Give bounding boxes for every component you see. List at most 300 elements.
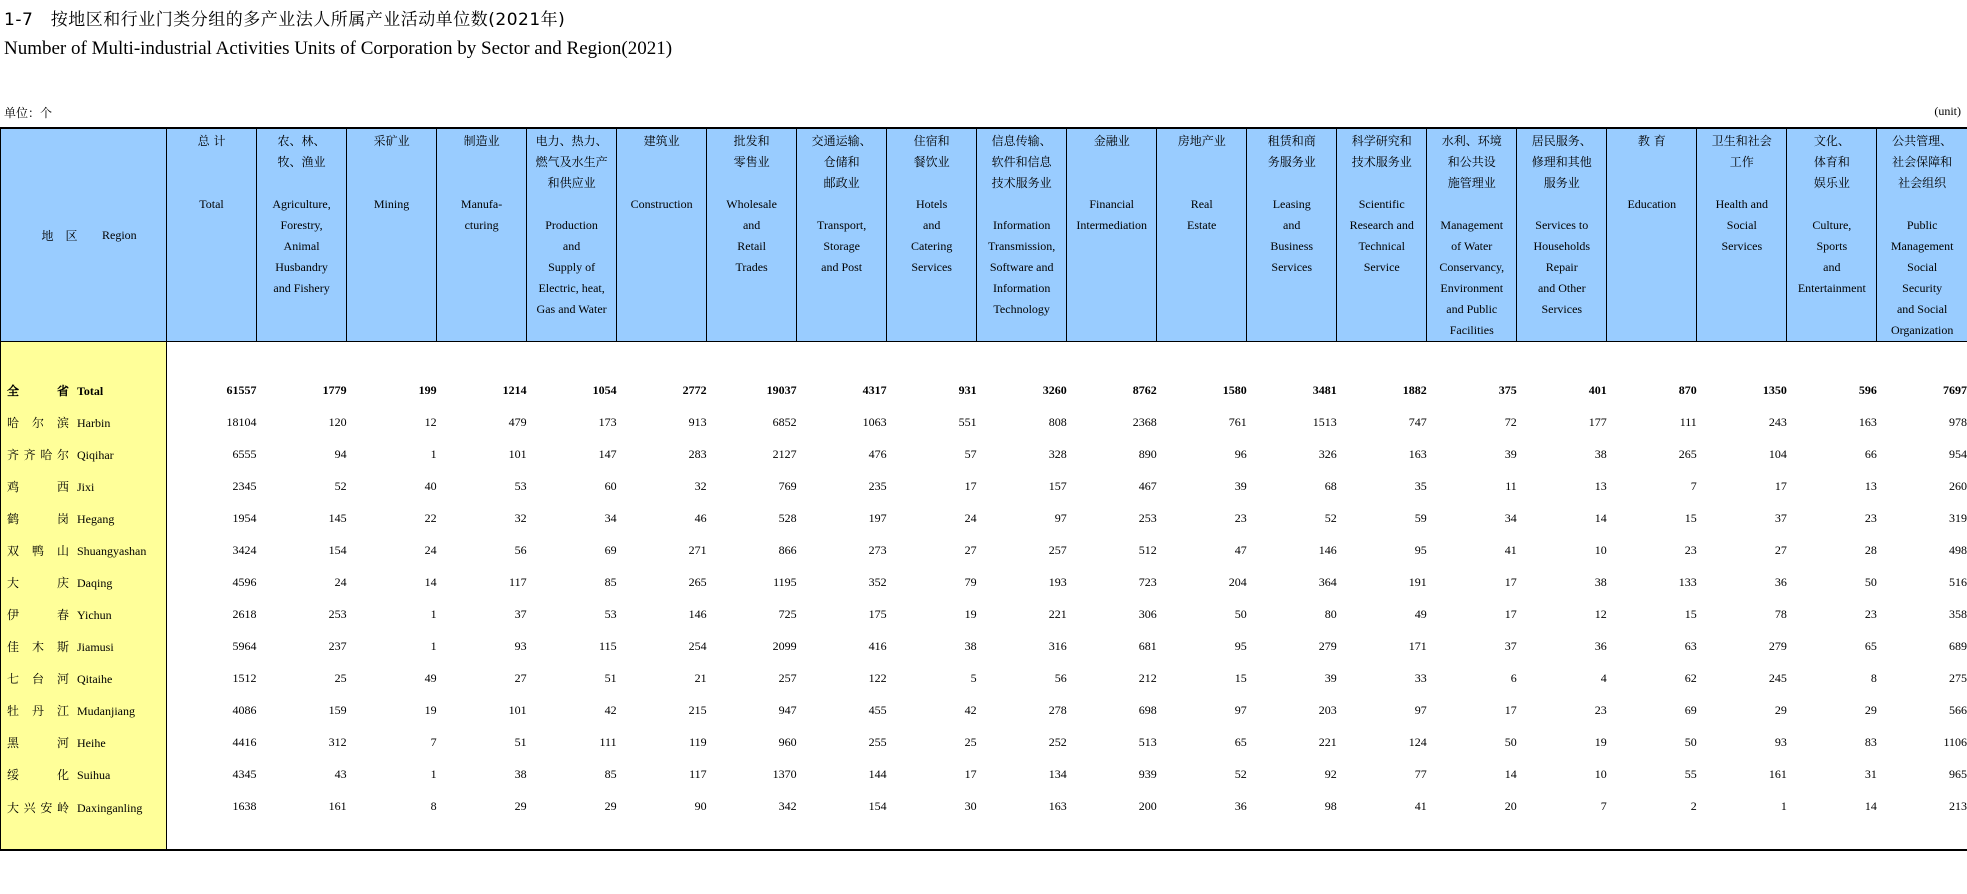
value-cell: 38: [1594, 574, 1607, 589]
value-cell: 4317: [862, 382, 887, 397]
column-header: [887, 128, 977, 342]
value-cell: 78: [1774, 606, 1787, 621]
value-cell: 23: [1234, 510, 1247, 525]
value-cell: 60: [604, 478, 617, 493]
value-cell: 19: [424, 702, 437, 717]
unit-label-english: (unit): [1934, 104, 1961, 118]
column-header-cn-line: 燃气及水生产: [535, 155, 608, 169]
table-row: [1, 630, 1967, 662]
value-cell: 316: [1048, 638, 1067, 653]
value-cell: 326: [1318, 446, 1337, 461]
column-header: [797, 128, 887, 342]
value-cell: 17: [1504, 606, 1517, 621]
value-cell: 163: [1858, 414, 1877, 429]
region-name-cn: 哈尔滨: [7, 415, 69, 430]
value-cell: 37: [514, 606, 527, 621]
value-cell: 21: [694, 670, 707, 685]
value-cell: 1: [1697, 790, 1787, 850]
value-cell: 1580: [1222, 382, 1247, 397]
value-cell: 94: [334, 446, 347, 461]
value-cell: 13: [1864, 478, 1877, 493]
value-cell: 104: [1768, 446, 1787, 461]
value-cell: 747: [1408, 414, 1427, 429]
value-cell: 35: [1414, 478, 1427, 493]
value-cell: 20: [1427, 790, 1517, 850]
value-cell: 144: [868, 766, 887, 781]
region-name-cn: 黑 河: [7, 735, 69, 750]
value-cell: 36: [1594, 638, 1607, 653]
region-name-en: Daxinganling: [77, 801, 143, 815]
value-cell: 866: [778, 542, 797, 557]
value-cell: 25: [334, 670, 347, 685]
column-header-en-line: Services: [1271, 260, 1313, 274]
value-cell: 2099: [772, 638, 797, 653]
region-name-cn: 伊 春: [7, 607, 69, 622]
column-header: [347, 128, 437, 342]
value-cell: 6555: [232, 446, 257, 461]
value-cell: 15: [1684, 606, 1697, 621]
value-cell: 342: [707, 790, 797, 850]
region-name-cn: 大 庆: [7, 575, 69, 590]
column-header-en-line: Health and: [1715, 197, 1768, 211]
region-name-en: Harbin: [77, 415, 111, 430]
value-cell: 32: [694, 478, 707, 493]
value-cell: 50: [1504, 734, 1517, 749]
column-header-en-line: Software and: [989, 260, 1054, 274]
value-cell: 512: [1138, 542, 1157, 557]
value-cell: 808: [1048, 414, 1067, 429]
value-cell: 283: [688, 446, 707, 461]
value-cell: 17: [1774, 478, 1787, 493]
value-cell: 965: [1949, 766, 1967, 781]
value-cell: 95: [1234, 638, 1247, 653]
value-cell: 29: [437, 790, 527, 850]
column-header-en-line: Manufa-: [460, 197, 503, 211]
column-header-en-line: Animal: [283, 239, 320, 253]
value-cell: 221: [1048, 606, 1067, 621]
value-cell: 68: [1324, 478, 1337, 493]
value-cell: 41: [1337, 790, 1427, 850]
region-cell: [1, 758, 167, 790]
column-header-cn-line: 邮政业: [823, 176, 860, 190]
value-cell: 551: [958, 414, 977, 429]
region-name-cn: 齐齐哈尔: [7, 447, 69, 462]
table-title-english: Number of Multi-industrial Activities Units of Corporation by Sector and Region(2021): [4, 38, 673, 59]
column-header: [617, 128, 707, 342]
value-cell: 97: [1234, 702, 1247, 717]
column-header-cn-line: 和供应业: [547, 176, 596, 190]
region-name-cn: 鹤 岗: [7, 511, 69, 526]
column-header-en-line: Hotels: [915, 197, 948, 211]
table-row: [1, 726, 1967, 758]
value-cell: 913: [688, 414, 707, 429]
column-header: [977, 128, 1067, 342]
value-cell: 23: [1684, 542, 1697, 557]
column-header: [1697, 128, 1787, 342]
value-cell: 1: [430, 446, 437, 461]
column-header-cn-line: 技术服务业: [1351, 155, 1412, 169]
value-cell: 364: [1318, 574, 1337, 589]
value-cell: 98: [1247, 790, 1337, 850]
value-cell: 939: [1138, 766, 1157, 781]
column-header: [1337, 128, 1427, 342]
value-cell: 931: [958, 382, 977, 397]
value-cell: 147: [598, 446, 617, 461]
column-header-en-line: of Water: [1451, 239, 1493, 253]
value-cell: 476: [868, 446, 887, 461]
column-header-en-line: Transmission,: [988, 239, 1056, 253]
value-cell: 14: [1504, 766, 1517, 781]
value-cell: 42: [964, 702, 977, 717]
value-cell: 279: [1768, 638, 1787, 653]
value-cell: 36: [1157, 790, 1247, 850]
value-cell: 1779: [322, 382, 347, 397]
value-cell: 159: [328, 702, 347, 717]
value-cell: 38: [1594, 446, 1607, 461]
column-header-en-line: Public: [1906, 218, 1938, 232]
value-cell: 5: [970, 670, 977, 685]
value-cell: 61557: [226, 382, 257, 397]
value-cell: 14: [1787, 790, 1877, 850]
column-header-en-line: Retail: [737, 239, 766, 253]
value-cell: 4416: [232, 734, 257, 749]
column-header-cn-line: 软件和信息: [991, 155, 1052, 169]
value-cell: 2: [1607, 790, 1697, 850]
region-name-en: Jiamusi: [77, 639, 114, 654]
region-name-en: Qiqihar: [77, 447, 114, 462]
value-cell: 32: [514, 510, 527, 525]
value-cell: 96: [1234, 446, 1247, 461]
value-cell: 17: [1504, 702, 1517, 717]
column-header-en-line: Scientific: [1358, 197, 1405, 211]
total-row: [1, 374, 1967, 406]
column-header-en-line: Facilities: [1449, 323, 1494, 337]
value-cell: 161: [1768, 766, 1787, 781]
value-cell: 203: [1318, 702, 1337, 717]
table-row: [1, 502, 1967, 534]
column-header-cn-line: 仓储和: [823, 155, 860, 169]
value-cell: 15: [1234, 670, 1247, 685]
value-cell: 69: [1684, 702, 1697, 717]
value-cell: 93: [1774, 734, 1787, 749]
column-header-en-line: Management: [1890, 239, 1954, 253]
value-cell: 4596: [232, 574, 257, 589]
region-name-en: Hegang: [77, 511, 115, 526]
value-cell: 25: [964, 734, 977, 749]
value-cell: 124: [1408, 734, 1427, 749]
value-cell: 14: [1594, 510, 1607, 525]
value-cell: 245: [1768, 670, 1787, 685]
region-cell: [1, 470, 167, 502]
value-cell: 6: [1510, 670, 1517, 685]
value-cell: 53: [514, 478, 527, 493]
value-cell: 2772: [682, 382, 707, 397]
value-cell: 271: [688, 542, 707, 557]
column-header-en-line: Technical: [1358, 239, 1405, 253]
value-cell: 97: [1414, 702, 1427, 717]
value-cell: 95: [1414, 542, 1427, 557]
value-cell: 7: [430, 734, 437, 749]
value-cell: 253: [328, 606, 347, 621]
region-cell: [1, 662, 167, 694]
table-row: [1, 758, 1967, 790]
column-header: [1877, 128, 1967, 342]
value-cell: 498: [1949, 542, 1967, 557]
region-name-en: Jixi: [77, 479, 95, 494]
value-cell: 83: [1864, 734, 1877, 749]
column-header-cn-line: 水利、环境: [1441, 134, 1502, 148]
value-cell: 161: [257, 790, 347, 850]
value-cell: 134: [1048, 766, 1067, 781]
value-cell: 352: [868, 574, 887, 589]
value-cell: 235: [868, 478, 887, 493]
column-header-cn-line: 交通运输、: [811, 134, 872, 148]
value-cell: 3481: [1312, 382, 1337, 397]
column-header-en-line: Agriculture,: [272, 197, 331, 211]
value-cell: 39: [1504, 446, 1517, 461]
column-header-cn-line: 文化、: [1813, 134, 1850, 148]
column-header: [707, 128, 797, 342]
column-header-cn-line: 社会组织: [1898, 176, 1947, 190]
column-header-en-line: and Other: [1537, 281, 1586, 295]
value-cell: 50: [1234, 606, 1247, 621]
value-cell: 39: [1324, 670, 1337, 685]
value-cell: 72: [1504, 414, 1517, 429]
region-name-cn: 牡丹江: [7, 703, 69, 718]
value-cell: 1882: [1402, 382, 1427, 397]
value-cell: 27: [1774, 542, 1787, 557]
value-cell: 37: [1774, 510, 1787, 525]
column-header-cn-line: 采矿业: [373, 134, 410, 148]
table-header-row: [1, 128, 1967, 342]
value-cell: 3260: [1042, 382, 1067, 397]
column-header-en-line: Estate: [1187, 218, 1217, 232]
table-body: [1, 342, 1967, 851]
column-header-en-line: Total: [199, 197, 224, 211]
table-row: [1, 438, 1967, 470]
value-cell: 97: [1054, 510, 1067, 525]
statistics-table: [0, 127, 1967, 851]
column-header-en-line: Husbandry: [275, 260, 328, 274]
value-cell: 1370: [772, 766, 797, 781]
value-cell: 275: [1949, 670, 1967, 685]
column-header-en-line: Entertainment: [1797, 281, 1866, 295]
value-cell: 177: [1588, 414, 1607, 429]
column-header-en-line: Gas and Water: [536, 302, 607, 316]
value-cell: 19: [964, 606, 977, 621]
value-cell: 15: [1684, 510, 1697, 525]
value-cell: 255: [868, 734, 887, 749]
column-header-cn-line: 卫生和社会: [1711, 134, 1772, 148]
value-cell: 14: [424, 574, 437, 589]
column-header-en-line: Sports: [1816, 239, 1848, 253]
value-cell: 50: [1684, 734, 1697, 749]
column-header-en-line: cturing: [464, 218, 499, 232]
value-cell: 52: [1324, 510, 1337, 525]
region-name-cn: 鸡 西: [7, 479, 69, 494]
spacer-row: [1, 342, 1967, 375]
value-cell: 163: [1408, 446, 1427, 461]
value-cell: 12: [1594, 606, 1607, 621]
column-header-cn-line: 制造业: [463, 134, 500, 148]
value-cell: 30: [887, 790, 977, 850]
value-cell: 79: [964, 574, 977, 589]
column-header-en-line: Intermediation: [1076, 218, 1148, 232]
value-cell: 1513: [1312, 414, 1337, 429]
column-header-cn-line: 技术服务业: [991, 176, 1052, 190]
unit-label-chinese: 单位：个: [4, 106, 53, 120]
column-header: [527, 128, 617, 342]
value-cell: 28: [1864, 542, 1877, 557]
value-cell: 213: [1877, 790, 1967, 850]
column-header-en-line: Business: [1270, 239, 1314, 253]
region-cell: [1, 694, 167, 726]
value-cell: 212: [1138, 670, 1157, 685]
value-cell: 12: [424, 414, 437, 429]
column-header-cn-line: 批发和: [733, 134, 770, 148]
region-header-en: Region: [102, 227, 137, 242]
column-header-en-line: Technology: [993, 302, 1050, 316]
column-header-cn-line: 餐饮业: [913, 155, 950, 169]
value-cell: 328: [1048, 446, 1067, 461]
value-cell: 175: [868, 606, 887, 621]
region-cell: [1, 438, 167, 470]
column-header-cn-line: 务服务业: [1267, 155, 1316, 169]
value-cell: 146: [1318, 542, 1337, 557]
value-cell: 4: [1600, 670, 1607, 685]
column-header-en-line: and Public: [1446, 302, 1498, 316]
value-cell: 39: [1234, 478, 1247, 493]
value-cell: 2127: [772, 446, 797, 461]
value-cell: 17: [964, 478, 977, 493]
value-cell: 23: [1594, 702, 1607, 717]
column-header-cn-line: 建筑业: [643, 134, 680, 148]
value-cell: 85: [604, 574, 617, 589]
region-name-en: Total: [77, 383, 104, 398]
column-header-en-line: Wholesale: [726, 197, 777, 211]
value-cell: 49: [424, 670, 437, 685]
value-cell: 119: [689, 734, 707, 749]
table-row: [1, 566, 1967, 598]
region-cell: [1, 790, 167, 850]
value-cell: 115: [599, 638, 617, 653]
region-name-en: Qitaihe: [77, 671, 113, 686]
value-cell: 157: [1048, 478, 1067, 493]
value-cell: 2345: [232, 478, 257, 493]
column-header-cn-line: 科学研究和: [1351, 134, 1412, 148]
column-header: [1607, 128, 1697, 342]
column-header: [1247, 128, 1337, 342]
value-cell: 761: [1228, 414, 1247, 429]
value-cell: 33: [1414, 670, 1427, 685]
column-header-en-line: Service: [1363, 260, 1400, 274]
value-cell: 254: [688, 638, 707, 653]
value-cell: 52: [1234, 766, 1247, 781]
region-name-cn: 全 省: [7, 383, 69, 398]
region-cell: [1, 630, 167, 662]
value-cell: 66: [1864, 446, 1877, 461]
column-header-en-line: Social: [1726, 218, 1757, 232]
value-cell: 19: [1594, 734, 1607, 749]
value-cell: 5964: [232, 638, 257, 653]
value-cell: 257: [778, 670, 797, 685]
value-cell: 954: [1949, 446, 1967, 461]
column-header-cn-line: 体育和: [1813, 155, 1850, 169]
column-header-en-line: Management: [1440, 218, 1504, 232]
column-header-en-line: Mining: [373, 197, 410, 211]
value-cell: 63: [1684, 638, 1697, 653]
value-cell: 163: [977, 790, 1067, 850]
column-header-en-line: Services to: [1535, 218, 1589, 232]
value-cell: 401: [1588, 382, 1607, 397]
column-header-en-line: and Post: [821, 260, 863, 274]
column-header-cn-line: 居民服务、: [1531, 134, 1592, 148]
column-header-en-line: Organization: [1890, 323, 1954, 337]
value-cell: 13: [1594, 478, 1607, 493]
column-header-cn-line: 修理和其他: [1531, 155, 1592, 169]
value-cell: 479: [508, 414, 527, 429]
value-cell: 23: [1864, 606, 1877, 621]
value-cell: 17: [1504, 574, 1517, 589]
table-row: [1, 598, 1967, 630]
column-header-cn-line: 农、林、: [277, 134, 326, 148]
value-cell: 19037: [766, 382, 797, 397]
value-cell: 516: [1949, 574, 1967, 589]
value-cell: 24: [334, 574, 347, 589]
column-header-cn-line: 牧、渔业: [277, 155, 326, 169]
column-header-cn-line: 娱乐业: [1813, 176, 1850, 190]
column-header-cn-line: 总 计: [197, 134, 226, 148]
value-cell: 55: [1684, 766, 1697, 781]
value-cell: 92: [1324, 766, 1337, 781]
value-cell: 200: [1067, 790, 1157, 850]
value-cell: 2618: [232, 606, 257, 621]
column-header-en-line: Real: [1190, 197, 1213, 211]
value-cell: 111: [1679, 414, 1697, 429]
region-name-en: Yichun: [77, 607, 112, 622]
region-name-cn: 大兴安岭: [7, 801, 69, 815]
value-cell: 273: [868, 542, 887, 557]
value-cell: 34: [1504, 510, 1517, 525]
value-cell: 1214: [502, 382, 527, 397]
value-cell: 204: [1228, 574, 1247, 589]
table-row: [1, 662, 1967, 694]
column-header-en-line: and: [1823, 260, 1841, 274]
value-cell: 1106: [1943, 734, 1967, 749]
column-header-en-line: Education: [1627, 197, 1677, 211]
value-cell: 2368: [1132, 414, 1157, 429]
region-cell: [1, 726, 167, 758]
column-header-en-line: and Social: [1896, 302, 1948, 316]
value-cell: 120: [328, 414, 347, 429]
column-header-cn-line: 施管理业: [1447, 176, 1496, 190]
value-cell: 49: [1414, 606, 1427, 621]
value-cell: 319: [1949, 510, 1967, 525]
table-title-chinese: 1-7 按地区和行业门类分组的多产业法人所属产业活动单位数(2021年): [4, 10, 566, 30]
region-name-cn: 双鸭山: [7, 543, 69, 558]
value-cell: 243: [1768, 414, 1787, 429]
region-column-header: [1, 128, 167, 342]
value-cell: 221: [1318, 734, 1337, 749]
table-row: [1, 694, 1967, 726]
value-cell: 1512: [232, 670, 257, 685]
column-header-en-line: Leasing: [1272, 197, 1311, 211]
value-cell: 358: [1949, 606, 1967, 621]
value-cell: 122: [868, 670, 887, 685]
column-header-cn-line: 信息传输、: [991, 134, 1052, 148]
value-cell: 10: [1594, 542, 1607, 557]
value-cell: 467: [1138, 478, 1157, 493]
